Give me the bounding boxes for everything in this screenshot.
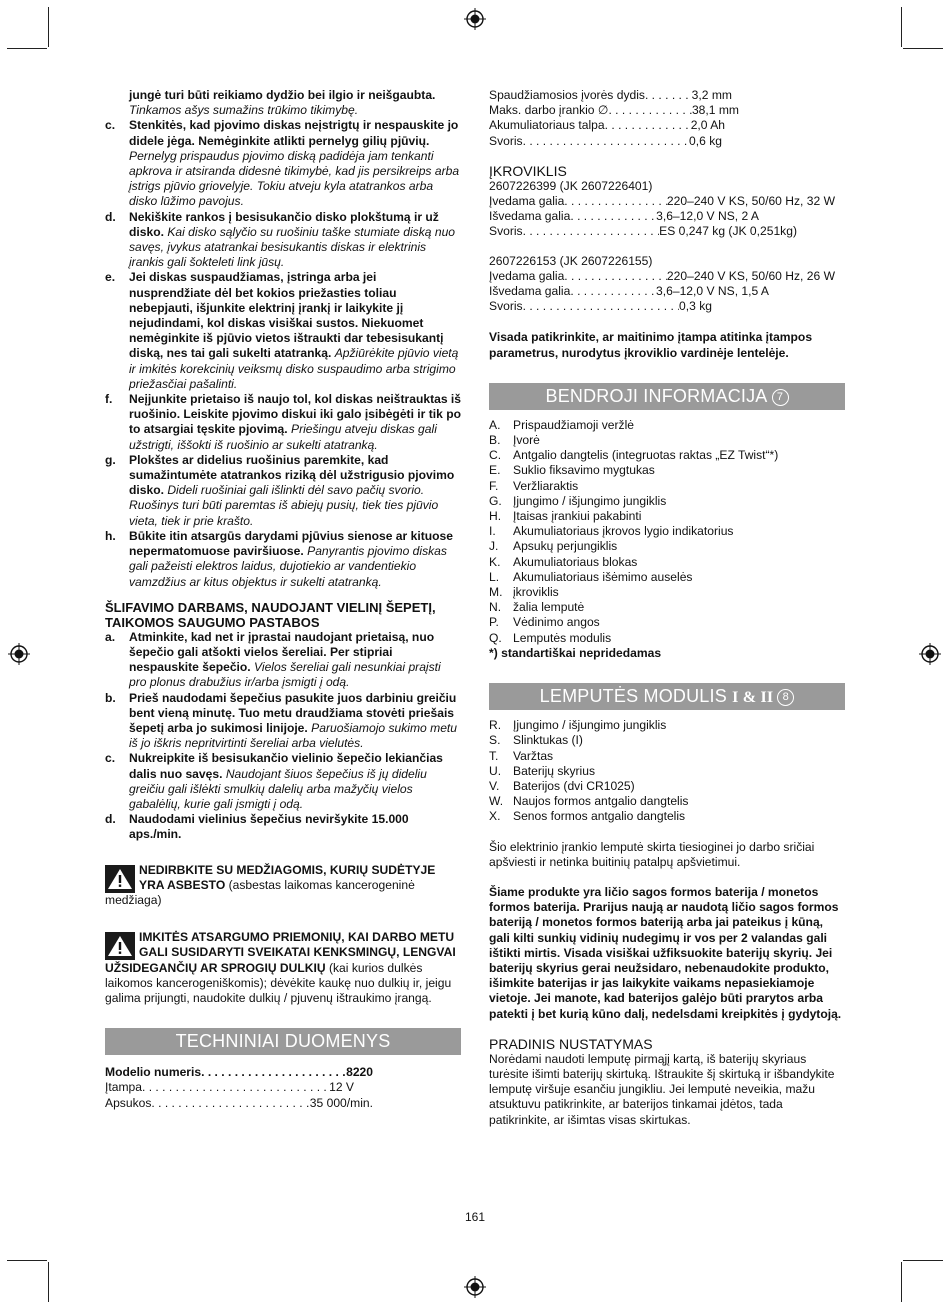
row-value: 38,1 mm xyxy=(691,103,739,118)
list-item xyxy=(105,529,461,590)
intro-italic: Tinkamos ašys sumažins trūkimo tikimybę. xyxy=(129,103,359,118)
row-label: Svoris xyxy=(489,299,523,314)
charger-row xyxy=(489,194,845,209)
list-item: B. Įvorė xyxy=(489,433,540,448)
row-value: 8220 xyxy=(346,1065,373,1080)
item-bold: Neįjunkite prietaiso iš naujo tol, kol diskas neištrauktas iš ruošinio. Leiskite pjovimo diskui iki galo įsibėgėti ir tik po to atsargiai tęskite pjovimą. xyxy=(129,392,462,437)
banner-title: TECHNINIAI DUOMENYS xyxy=(175,1031,391,1052)
dust-warning xyxy=(105,930,461,1006)
row-value: 35 000/min. xyxy=(309,1095,373,1110)
intro-bold: jungė turi būti reikiamo dydžio bei ilgio ir neišgaubta. xyxy=(129,88,436,102)
list-item xyxy=(105,270,461,392)
row-label: Įvedama galia xyxy=(489,268,565,283)
item-letter: b. xyxy=(105,690,116,705)
item-italic: Vielos šereliai gali nesunkiai praįsti pro plonus drabužius ir/arba įsmigti į odą. xyxy=(129,660,441,690)
warning-text: (kai kurios dulkės laikomos kancerogeniškomis); dėvėkite kaukę nuo dulkių ir, jeigu galima prijungti, naudokite dulkių / pjuvenų ištraukimo įrangą. xyxy=(105,960,452,1005)
list-item xyxy=(105,691,461,752)
item-bold: Naudodami vielinius šepečius neviršykite 15.000 aps./min. xyxy=(129,812,409,842)
item-bold: Būkite itin atsargūs darydami pjūvius sienose ar kituose nepermatomuose paviršiuose. xyxy=(129,528,453,559)
list-item xyxy=(105,630,461,691)
list-item: R. Įjungimo / išjungimo jungiklis xyxy=(489,718,667,733)
crop-mark xyxy=(7,48,47,49)
item-letter: f. xyxy=(105,392,113,407)
item-italic: Naudojant šiuos šepečius iš jų dideliu greičiu gali išlėkti smulkių dalelių arba mažyčių vielos gabalėlių, kurie gali įsmigti į odą. xyxy=(129,766,427,811)
list-item: I. Akumuliatoriaus įkrovos lygio indikatorius xyxy=(489,524,734,539)
tech-row xyxy=(105,1096,461,1111)
row-label: Svoris xyxy=(489,133,523,148)
list-item: V. Baterijos (dvi CR1025) xyxy=(489,778,635,793)
banner-roman: I & II xyxy=(732,689,774,707)
setup-heading: PRADINIS NUSTATYMAS xyxy=(489,1035,653,1052)
item-letter: c. xyxy=(105,751,116,766)
intro-paragraph xyxy=(105,88,461,118)
row-value: 220–240 V KS, 50/60 Hz, 26 W xyxy=(666,268,835,283)
parts-list xyxy=(489,418,845,661)
charger-row xyxy=(489,269,845,284)
lamp-note: Šio elektrinio įrankio lemputė skirta tiesioginei jo darbo sričiai apšviesti ir netinka buitinių patalpų apšvietimui. xyxy=(489,839,815,869)
warning-bold: NEDIRBKITE SU MEDŽIAGOMIS, KURIŲ SUDĖTYJE YRA ASBESTO xyxy=(139,862,436,892)
row-value: 3,2 mm xyxy=(691,88,732,102)
brush-safety-heading: ŠLIFAVIMO DARBAMS, NAUDOJANT VIELINĮ ŠEPETĮ, TAIKOMOS SAUGUMO PASTABOS xyxy=(105,599,436,630)
item-bold: Atminkite, kad net ir įprastai naudojant prietaisą, nuo šepečio gali atšokti vielos šereliai. Per stipriai nespauskite šepečio. xyxy=(129,629,435,675)
list-item xyxy=(105,392,461,453)
asbestos-warning xyxy=(105,863,461,909)
item-italic: Dideli ruošiniai gali išlinkti dėl savo pačių svorio. Ruošinys turi būti paremtas iš abiejų pusių, tiek ties pjūvio vieta, tiek ir prie krašto. xyxy=(129,483,439,528)
list-item: T. Varžtas xyxy=(489,748,554,763)
tech-data-banner xyxy=(105,1028,461,1055)
list-item: H. Įtaisas įrankiui pakabinti xyxy=(489,509,642,524)
item-italic: Priešingu atveju diskas gali užstrigti, iššokti iš ruošinio ar sukelti atatranką. xyxy=(129,422,437,452)
list-item: M. įkroviklis xyxy=(489,585,559,600)
row-value: 3,6–12,0 V NS, 2 A xyxy=(656,209,759,224)
spec-row xyxy=(489,118,845,133)
battery-warning: Šiame produkte yra ličio sagos formos baterija / monetos formos baterija. Prarijus naują ar naudotą ličio sagos formos bateriją / monetos formos bateriją arba jai pateikus į kūną, gali kilti sunkių vidinių nudegimų ir vos per 2 valandas gali ištikti mirtis. Visada visiškai užfiksuokite baterijų skyrių. Jei baterijų skyrius gerai neužsidaro, nebenaudokite produkto, išimkite baterijas ir jas laikykite vaikams nepasiekiamoje vietoje. Jei manote, kad baterijos galėjo būti prarytos arba patekti į bet kurią kūno dalį, nedelsdami kreipkitės į gydytoją. xyxy=(489,884,842,1021)
item-letter: g. xyxy=(105,452,116,467)
item-letter: d. xyxy=(105,209,116,224)
registration-mark-icon xyxy=(464,1276,486,1298)
row-label: Įtampa xyxy=(105,1080,142,1095)
list-item: P. Vėdinimo angos xyxy=(489,615,600,630)
item-bold: Jei diskas suspaudžiamas, įstringa arba jei nusprendžiate dėl bet kokios priežasties toliau nebepjauti, išjunkite elektrinį įrankį ir laikykite jį nejudindami, kol diskas visiškai sustos. Niekuomet nemėginkite iš pjūvio vietos ištraukti dar tebesisukantį diską, nes tai gali sukelti atatranką. xyxy=(129,270,444,361)
crop-mark xyxy=(903,1260,943,1261)
row-label: Įvedama galia xyxy=(489,194,565,209)
item-letter: h. xyxy=(105,528,116,543)
registration-mark-icon xyxy=(919,643,941,665)
list-item: G. Įjungimo / išjungimo jungiklis xyxy=(489,493,667,508)
list-item: L. Akumuliatoriaus išėmimo auselės xyxy=(489,569,693,584)
spec-row xyxy=(489,88,845,103)
crop-mark xyxy=(901,7,902,47)
item-italic: Panyrantis pjovimo diskas gali pažeisti elektros laidus, dujotiekio ar vandentiekio vamzdžius ar kitus objektus ir sukelti atatranką. xyxy=(129,544,447,589)
page-number: 161 xyxy=(464,1210,486,1224)
warning-text: (asbestas laikomas kancerogeninė medžiaga) xyxy=(105,877,415,907)
row-value: 3,6–12,0 V NS, 1,5 A xyxy=(656,284,769,299)
row-label: Išvedama galia xyxy=(489,284,571,299)
list-item xyxy=(105,118,461,209)
list-item: Q. Lemputės modulis xyxy=(489,630,612,645)
item-bold: Nekiškite rankos į besisukančio disko plokštumą ir už disko. xyxy=(129,209,439,239)
crop-mark xyxy=(48,1262,49,1302)
item-italic: Paruošiamojo sukimo metu iš jo iškris nepritvirtinti šereliai arba vielutės. xyxy=(129,720,458,751)
crop-mark xyxy=(903,48,943,49)
voltage-note: Visada patikrinkite, ar maitinimo įtampa atitinka įtampos parametrus, nurodytus įkroviklio vardinėje lentelėje. xyxy=(489,330,813,360)
registration-mark-icon xyxy=(464,8,486,30)
charger-row xyxy=(489,224,845,239)
banner-title: BENDROJI INFORMACIJA xyxy=(545,385,768,406)
tech-data-table xyxy=(105,1065,461,1111)
registration-mark-icon xyxy=(8,643,30,665)
tech-row xyxy=(105,1080,461,1095)
list-item xyxy=(105,812,461,842)
list-item: J. Apsukų perjungiklis xyxy=(489,539,618,554)
row-label: Modelio numeris xyxy=(105,1065,202,1080)
crop-mark xyxy=(901,1262,902,1302)
row-label: Svoris xyxy=(489,224,523,239)
charger-row xyxy=(489,284,845,299)
list-footnote: *) standartiškai nepridedamas xyxy=(489,645,662,660)
lamp-module-banner xyxy=(489,683,845,710)
list-item: N. žalia lemputė xyxy=(489,600,585,615)
tech-row xyxy=(105,1065,461,1080)
list-item: S. Slinktukas (I) xyxy=(489,733,583,748)
list-item xyxy=(105,751,461,812)
list-item: A. Prispaudžiamoji veržlė xyxy=(489,417,634,432)
right-column xyxy=(489,88,845,1128)
row-value: 0,6 kg xyxy=(689,133,722,148)
item-letter: e. xyxy=(105,270,116,285)
row-label: Maks. darbo įrankio ∅ xyxy=(489,103,609,118)
item-italic: Kai disko sąlyčio su ruošiniu taške stumiate diską nuo savęs, įvykus atatrankai besisukantis diskas ir elektrinis įrankis gali šokteleti link jūsų. xyxy=(129,224,456,270)
item-italic: Apžiūrėkite pjūvio vietą ir imkitės korekcinių veiksmų disko suspaudimo arba strigimo priežasčiai pašalinti. xyxy=(129,346,459,391)
crop-mark xyxy=(7,1260,47,1261)
banner-title: LEMPUTĖS MODULIS xyxy=(539,686,727,707)
list-item: C. Antgalio dangtelis (integruotas raktas „EZ Twist“*) xyxy=(489,448,779,463)
lamp-parts-list xyxy=(489,718,845,824)
list-item xyxy=(105,453,461,529)
row-value: ES 0,247 kg (JK 0,251kg) xyxy=(659,224,797,239)
row-label: Išvedama galia xyxy=(489,209,571,224)
row-value: 2,0 Ah xyxy=(690,118,725,133)
spec-table xyxy=(489,88,845,149)
figure-number-badge: 8 xyxy=(777,689,794,706)
row-value: 220–240 V KS, 50/60 Hz, 32 W xyxy=(666,194,835,209)
item-bold: Prieš naudodami šepečius pasukite juos darbiniu greičiu bent vieną minutę. Tuo metu draudžiama stovėti priešais šepetį arba jo sukimosi linijoje. xyxy=(129,690,457,735)
figure-number-badge: 7 xyxy=(772,389,789,406)
charger-heading: ĮKROVIKLIS xyxy=(489,162,567,179)
item-letter: d. xyxy=(105,812,116,827)
left-column xyxy=(105,88,461,1111)
setup-text: Norėdami naudoti lemputę pirmąjį kartą, iš baterijų skyriaus turėsite išimti baterijų skirtuką. Ištraukite šį skirtuką ir išbandykite lemputę viršuje esančiu jungikliu. Jei lemputė neveikia, mažu atsuktuvu patikrinkite, ar baterijos tinkamai įdėtos, tada patikrinkite, ar išimtas visas skirtukas. xyxy=(489,1051,835,1127)
list-item: F. Veržliaraktis xyxy=(489,478,579,493)
general-info-banner xyxy=(489,383,845,410)
item-bold: Stenkitės, kad pjovimo diskas neįstrigtų ir nespauskite jo didele jėga. Nemėginkite atlikti pernelyg gilių pjūvių. xyxy=(129,118,459,148)
row-value: 0,3 kg xyxy=(679,299,712,314)
spec-row xyxy=(489,134,845,149)
charger-model: 2607226153 (JK 2607226155) xyxy=(489,253,653,268)
charger-row xyxy=(489,209,845,224)
item-letter: a. xyxy=(105,629,116,644)
item-bold: Nukreipkite iš besisukančio vielinio šepečio lekiančias dalis nuo savęs. xyxy=(129,751,443,781)
row-label: Spaudžiamosios įvorės dydis xyxy=(489,88,645,102)
row-value: 12 V xyxy=(329,1080,354,1095)
row-label: Akumuliatoriaus talpa xyxy=(489,118,605,133)
item-letter: c. xyxy=(105,118,116,133)
row-label: Apsukos xyxy=(105,1095,152,1110)
list-item: E. Suklio fiksavimo mygtukas xyxy=(489,463,655,478)
crop-mark xyxy=(48,7,49,47)
list-item xyxy=(105,210,461,271)
spec-row xyxy=(489,103,845,118)
list-item: W. Naujos formos antgalio dangtelis xyxy=(489,794,689,809)
warning-bold: IMKITĖS ATSARGUMO PRIEMONIŲ, KAI DARBO METU GALI SUSIDARYTI SVEIKATAI KENKSMINGŲ, LENGVAI UŽSIDEGANČIŲ AR SPROGIŲ DULKIŲ xyxy=(105,930,456,975)
warning-icon xyxy=(105,865,135,893)
list-item: X. Senos formos antgalio dangtelis xyxy=(489,809,686,824)
list-item: U. Baterijų skyrius xyxy=(489,763,595,778)
list-item: K. Akumuliatoriaus blokas xyxy=(489,554,638,569)
warning-icon xyxy=(105,932,135,960)
charger-model: 2607226399 (JK 2607226401) xyxy=(489,178,653,193)
charger-row xyxy=(489,299,845,314)
item-bold: Plokštes ar didelius ruošinius paremkite, kad sumažintumėte atatrankos riziką dėl užstrigusio pjovimo disko. xyxy=(129,452,455,498)
item-italic: Pernelyg prispaudus pjovimo diską padidėja jam tenkanti apkrova ir atsiranda didesnė tikimybė, kad jis persikreips arba įstrigs pjūvio griovelyje. Tokiu atveju kyla atatrankos arba disko lūžimo pavojus. xyxy=(129,148,460,209)
